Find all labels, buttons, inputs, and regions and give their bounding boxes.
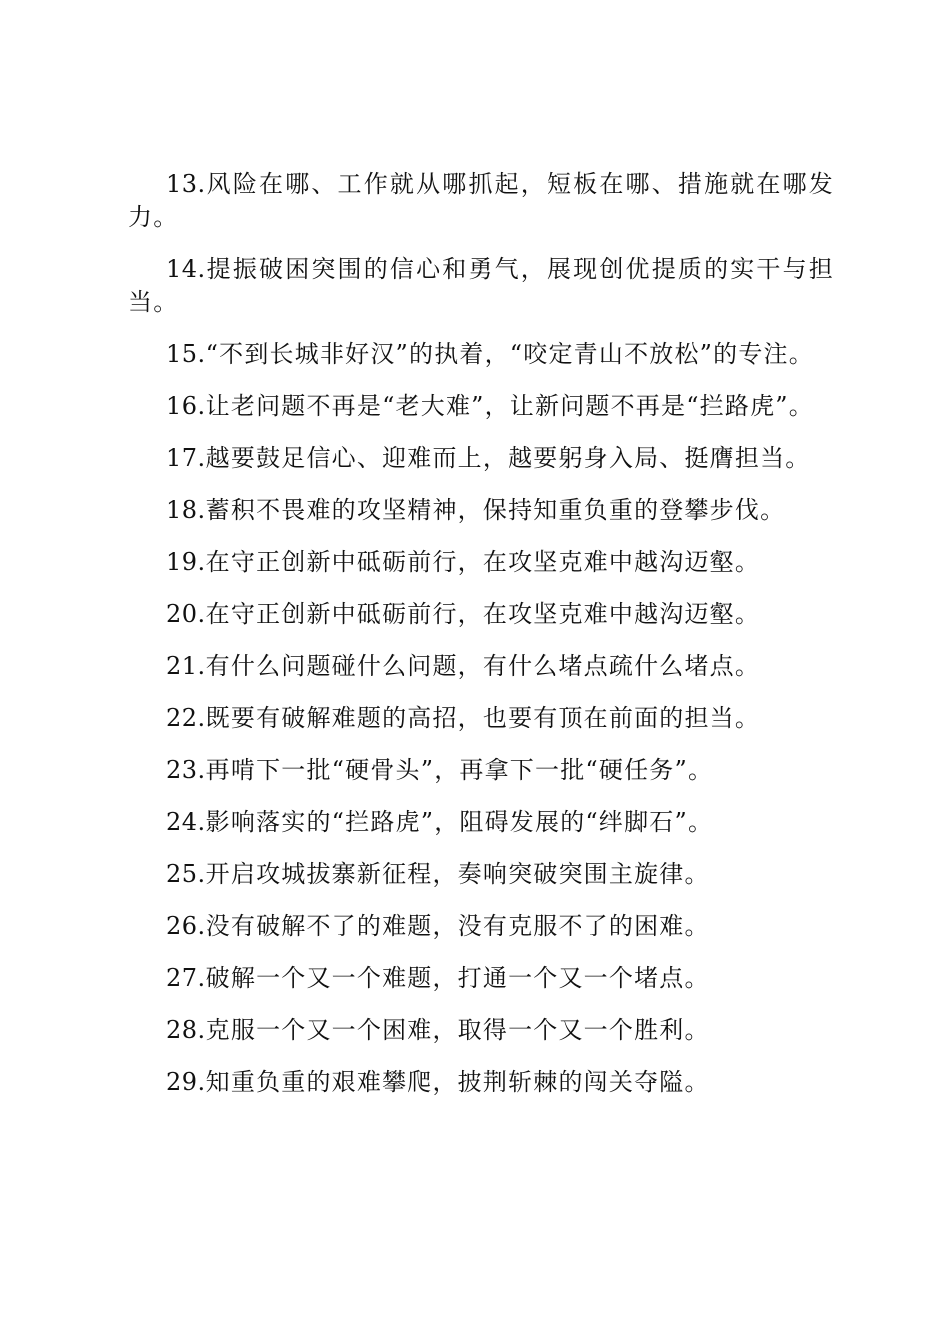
item-text: 既要有破解难题的高招，也要有顶在前面的担当。 bbox=[205, 704, 761, 732]
item-number: 21. bbox=[166, 652, 206, 680]
list-item bbox=[128, 754, 834, 787]
list-item bbox=[128, 494, 834, 527]
item-number: 25. bbox=[166, 860, 206, 888]
item-text: 破解一个又一个难题，打通一个又一个堵点。 bbox=[205, 964, 710, 992]
item-text: 在守正创新中砥砺前行，在攻坚克难中越沟迈壑。 bbox=[205, 600, 761, 628]
numbered-list bbox=[128, 168, 834, 1118]
list-item bbox=[128, 650, 834, 683]
item-number: 13. bbox=[166, 170, 206, 198]
item-text: 影响落实的“拦路虎”，阻碍发展的“绊脚石”。 bbox=[205, 808, 714, 836]
item-text: 让老问题不再是“老大难”，让新问题不再是“拦路虎”。 bbox=[205, 392, 814, 420]
list-item bbox=[128, 546, 834, 579]
item-text: 在守正创新中砥砺前行，在攻坚克难中越沟迈壑。 bbox=[205, 548, 761, 576]
item-number: 23. bbox=[166, 756, 206, 784]
item-number: 18. bbox=[166, 496, 206, 524]
item-text: “不到长城非好汉”的执着，“咬定青山不放松”的专注。 bbox=[205, 340, 814, 368]
item-text: 风险在哪、工作就从哪抓起，短板在哪、措施就在哪发力。 bbox=[128, 170, 834, 231]
item-number: 14. bbox=[166, 255, 206, 283]
item-number: 20. bbox=[166, 600, 206, 628]
item-text: 越要鼓足信心、迎难而上，越要躬身入局、挺膺担当。 bbox=[205, 444, 811, 472]
list-item bbox=[128, 1066, 834, 1099]
item-number: 27. bbox=[166, 964, 206, 992]
list-item bbox=[128, 1014, 834, 1047]
item-text: 有什么问题碰什么问题，有什么堵点疏什么堵点。 bbox=[205, 652, 761, 680]
item-number: 29. bbox=[166, 1068, 206, 1096]
list-item bbox=[128, 598, 834, 631]
list-item bbox=[128, 910, 834, 943]
item-text: 提振破困突围的信心和勇气，展现创优提质的实干与担当。 bbox=[128, 255, 834, 316]
item-number: 16. bbox=[166, 392, 206, 420]
list-item bbox=[128, 858, 834, 891]
item-text: 蓄积不畏难的攻坚精神，保持知重负重的登攀步伐。 bbox=[205, 496, 786, 524]
list-item bbox=[128, 806, 834, 839]
list-item bbox=[128, 702, 834, 735]
list-item bbox=[128, 442, 834, 475]
item-number: 17. bbox=[166, 444, 206, 472]
list-item bbox=[128, 168, 834, 234]
item-number: 28. bbox=[166, 1016, 206, 1044]
item-text: 再啃下一批“硬骨头”，再拿下一批“硬任务”。 bbox=[205, 756, 714, 784]
list-item bbox=[128, 962, 834, 995]
item-text: 克服一个又一个困难，取得一个又一个胜利。 bbox=[205, 1016, 710, 1044]
item-text: 知重负重的艰难攀爬，披荆斩棘的闯关夺隘。 bbox=[205, 1068, 710, 1096]
item-text: 开启攻城拔寨新征程，奏响突破突围主旋律。 bbox=[205, 860, 710, 888]
item-number: 24. bbox=[166, 808, 206, 836]
list-item bbox=[128, 338, 834, 371]
list-item bbox=[128, 390, 834, 423]
item-text: 没有破解不了的难题，没有克服不了的困难。 bbox=[205, 912, 710, 940]
item-number: 19. bbox=[166, 548, 206, 576]
item-number: 15. bbox=[166, 340, 206, 368]
item-number: 26. bbox=[166, 912, 206, 940]
list-item bbox=[128, 253, 834, 319]
item-number: 22. bbox=[166, 704, 206, 732]
